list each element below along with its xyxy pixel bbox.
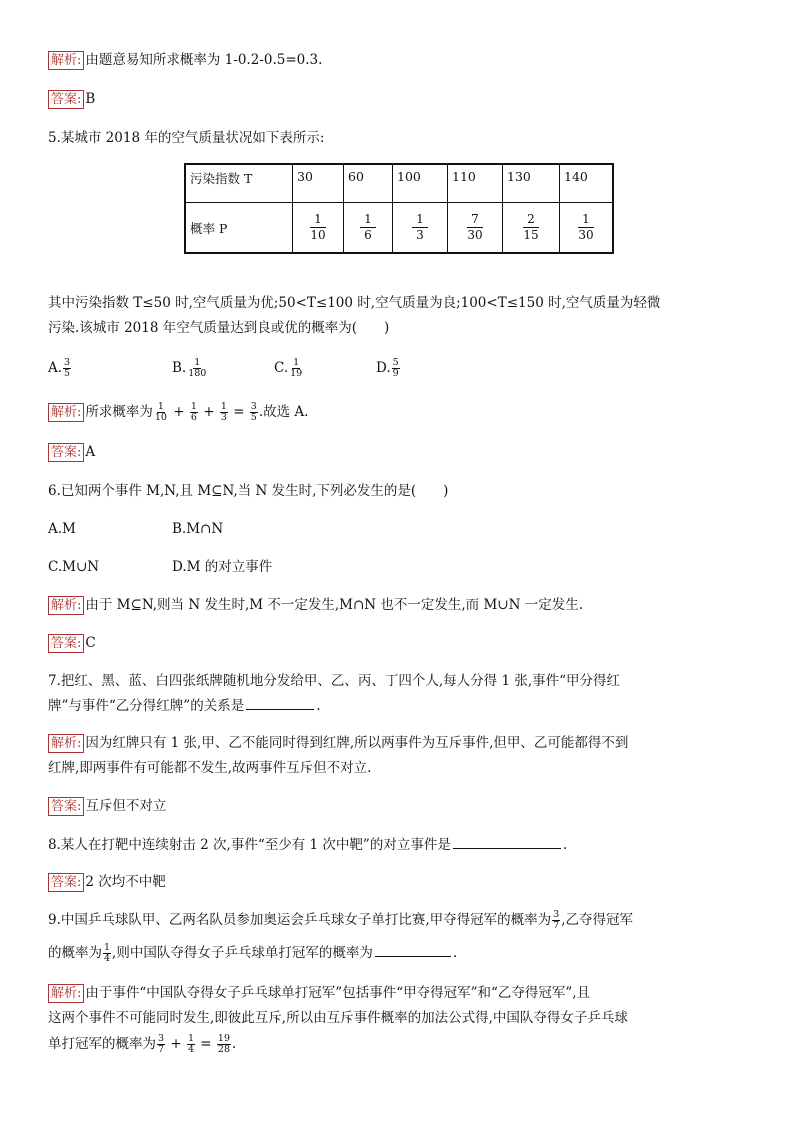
answer-tag: 答案: <box>48 443 84 462</box>
fraction: $\frac{1}{19}$ <box>290 357 303 379</box>
fraction: $\frac{1}{3}$ <box>220 401 227 423</box>
answer-tag: 答案: <box>48 797 84 816</box>
q4-analysis-text: 由题意易知所求概率为 1-0.2-0.5=0.3. <box>85 52 323 68</box>
fraction: $\frac{7}{30}$ <box>467 212 483 242</box>
q5-analysis: 解析: 所求概率为 $\frac{1}{10}$ + $\frac{1}{6}$ + $\frac{1}{3}$ = $\frac{3}{5}$ .故选 A. <box>48 402 308 423</box>
table-cell <box>393 203 448 254</box>
analysis-tag: 解析: <box>48 51 84 70</box>
air-quality-table <box>184 163 614 254</box>
fraction: $\frac{1}{6}$ <box>190 401 197 423</box>
table-cell: 100 <box>393 164 448 203</box>
fraction: $\frac{1}{10}$ <box>310 212 326 242</box>
answer-tag: 答案: <box>48 873 84 892</box>
answer-blank <box>375 942 451 957</box>
q9-analysis-1: 解析: 由于事件“中国队夺得女子乒乓球单打冠军”包括事件“甲夺得冠军”和“乙夺得冠军”,且 <box>48 983 590 1003</box>
q5-stem: 5.某城市 2018 年的空气质量状况如下表所示: <box>48 130 325 146</box>
fraction: $\frac{1}{10}$ <box>154 401 167 423</box>
q5-option-a: A. $\frac{3}{5}$ <box>48 357 71 379</box>
q5-option-b: B. $\frac{1}{180}$ <box>172 357 207 379</box>
q8-stem: 8.某人在打靶中连续射击 2 次,事件“至少有 1 次中靶”的对立事件是 . <box>48 834 567 855</box>
analysis-tag: 解析: <box>48 734 84 753</box>
q5-answer: 答案: A <box>48 442 95 462</box>
fraction: $\frac{3}{5}$ <box>64 357 71 379</box>
analysis-tag: 解析: <box>48 596 84 615</box>
q9-analysis-2: 这两个事件不可能同时发生,即彼此互斥,所以由互斥事件概率的加法公式得,中国队夺得女子乒乓球 <box>48 1010 628 1026</box>
answer-tag: 答案: <box>48 634 84 653</box>
q6-stem: 6.已知两个事件 M,N,且 M⊆N,当 N 发生时,下列必发生的是( ) <box>48 483 449 499</box>
fraction: $\frac{5}{9}$ <box>392 357 399 379</box>
fraction: $\frac{3}{5}$ <box>250 401 257 423</box>
fraction: $\frac{3}{7}$ <box>158 1033 165 1055</box>
answer-blank <box>246 695 314 710</box>
answer-tag: 答案: <box>48 90 84 109</box>
q4-answer-text: B <box>85 91 96 107</box>
answer-blank <box>453 834 561 849</box>
q6-option-b: B.M∩N <box>172 521 224 537</box>
q9-stem-2: 的概率为 $\frac{1}{4}$ ,则中国队夺得女子乒乓球单打冠军的概率为 . <box>48 942 458 964</box>
q5-text-2: 污染.该城市 2018 年空气质量达到良或优的概率为( ) <box>48 320 390 336</box>
table-cell: 60 <box>344 164 393 203</box>
fraction: $\frac{1}{4}$ <box>104 942 111 964</box>
table-header-probability: 概率 P <box>185 203 293 254</box>
q7-analysis-2: 红牌,即两事件有可能都不发生,故两事件互斥但不对立. <box>48 760 372 776</box>
q6-option-a: A.M <box>48 521 76 537</box>
q7-analysis-1: 解析: 因为红牌只有 1 张,甲、乙不能同时得到红牌,所以两事件为互斥事件,但甲、乙可能都得不到 <box>48 733 628 753</box>
q6-option-c: C.M∪N <box>48 559 100 575</box>
q4-answer <box>48 89 95 109</box>
q5-text-1: 其中污染指数 T≤50 时,空气质量为优;50<T≤100 时,空气质量为良;100<T≤150 时,空气质量为轻微 <box>48 295 661 311</box>
fraction: $\frac{1}{6}$ <box>360 212 376 243</box>
fraction: $\frac{1}{30}$ <box>578 212 594 242</box>
q7-stem-2: 牌”与事件“乙分得红牌”的关系是 . <box>48 695 321 716</box>
q4-analysis <box>48 50 322 70</box>
table-cell: 30 <box>293 164 344 203</box>
fraction: $\frac{2}{15}$ <box>523 212 539 242</box>
fraction: $\frac{3}{7}$ <box>553 909 560 931</box>
q9-analysis-3: 单打冠军的概率为 $\frac{3}{7}$ + $\frac{1}{4}$ = $\frac{19}{28}$ . <box>48 1033 237 1055</box>
q6-option-d: D.M 的对立事件 <box>172 559 273 575</box>
table-cell: 110 <box>448 164 503 203</box>
q6-answer: 答案: C <box>48 633 96 653</box>
table-cell <box>560 203 614 254</box>
q5-option-c: C. $\frac{1}{19}$ <box>274 357 303 379</box>
q7-answer: 答案: 互斥但不对立 <box>48 796 166 816</box>
table-cell <box>503 203 560 254</box>
table-row-probability <box>185 203 613 254</box>
q9-stem-1: 9.中国乒乓球队甲、乙两名队员参加奥运会乒乓球女子单打比赛,甲夺得冠军的概率为 $\frac{3}{7}$ ,乙夺得冠军 <box>48 909 634 931</box>
fraction: $\frac{1}{180}$ <box>188 357 207 379</box>
table-cell <box>293 203 344 254</box>
q7-stem-1: 7.把红、黑、蓝、白四张纸牌随机地分发给甲、乙、丙、丁四个人,每人分得 1 张,事件“甲分得红 <box>48 673 621 689</box>
analysis-tag: 解析: <box>48 403 84 422</box>
q5-option-d: D. $\frac{5}{9}$ <box>376 357 399 379</box>
q6-analysis: 解析: 由于 M⊆N,则当 N 发生时,M 不一定发生,M∩N 也不一定发生,而 M∪N 一定发生. <box>48 595 583 615</box>
table-cell <box>344 203 393 254</box>
table-cell: 130 <box>503 164 560 203</box>
table-cell <box>448 203 503 254</box>
fraction: $\frac{1}{4}$ <box>187 1033 194 1055</box>
table-cell: 140 <box>560 164 614 203</box>
fraction: $\frac{19}{28}$ <box>217 1033 230 1055</box>
table-row-index <box>185 164 613 203</box>
analysis-tag: 解析: <box>48 984 84 1003</box>
table-header-index: 污染指数 T <box>185 164 293 203</box>
q8-answer: 答案: 2 次均不中靶 <box>48 872 166 892</box>
fraction: $\frac{1}{3}$ <box>412 212 428 243</box>
